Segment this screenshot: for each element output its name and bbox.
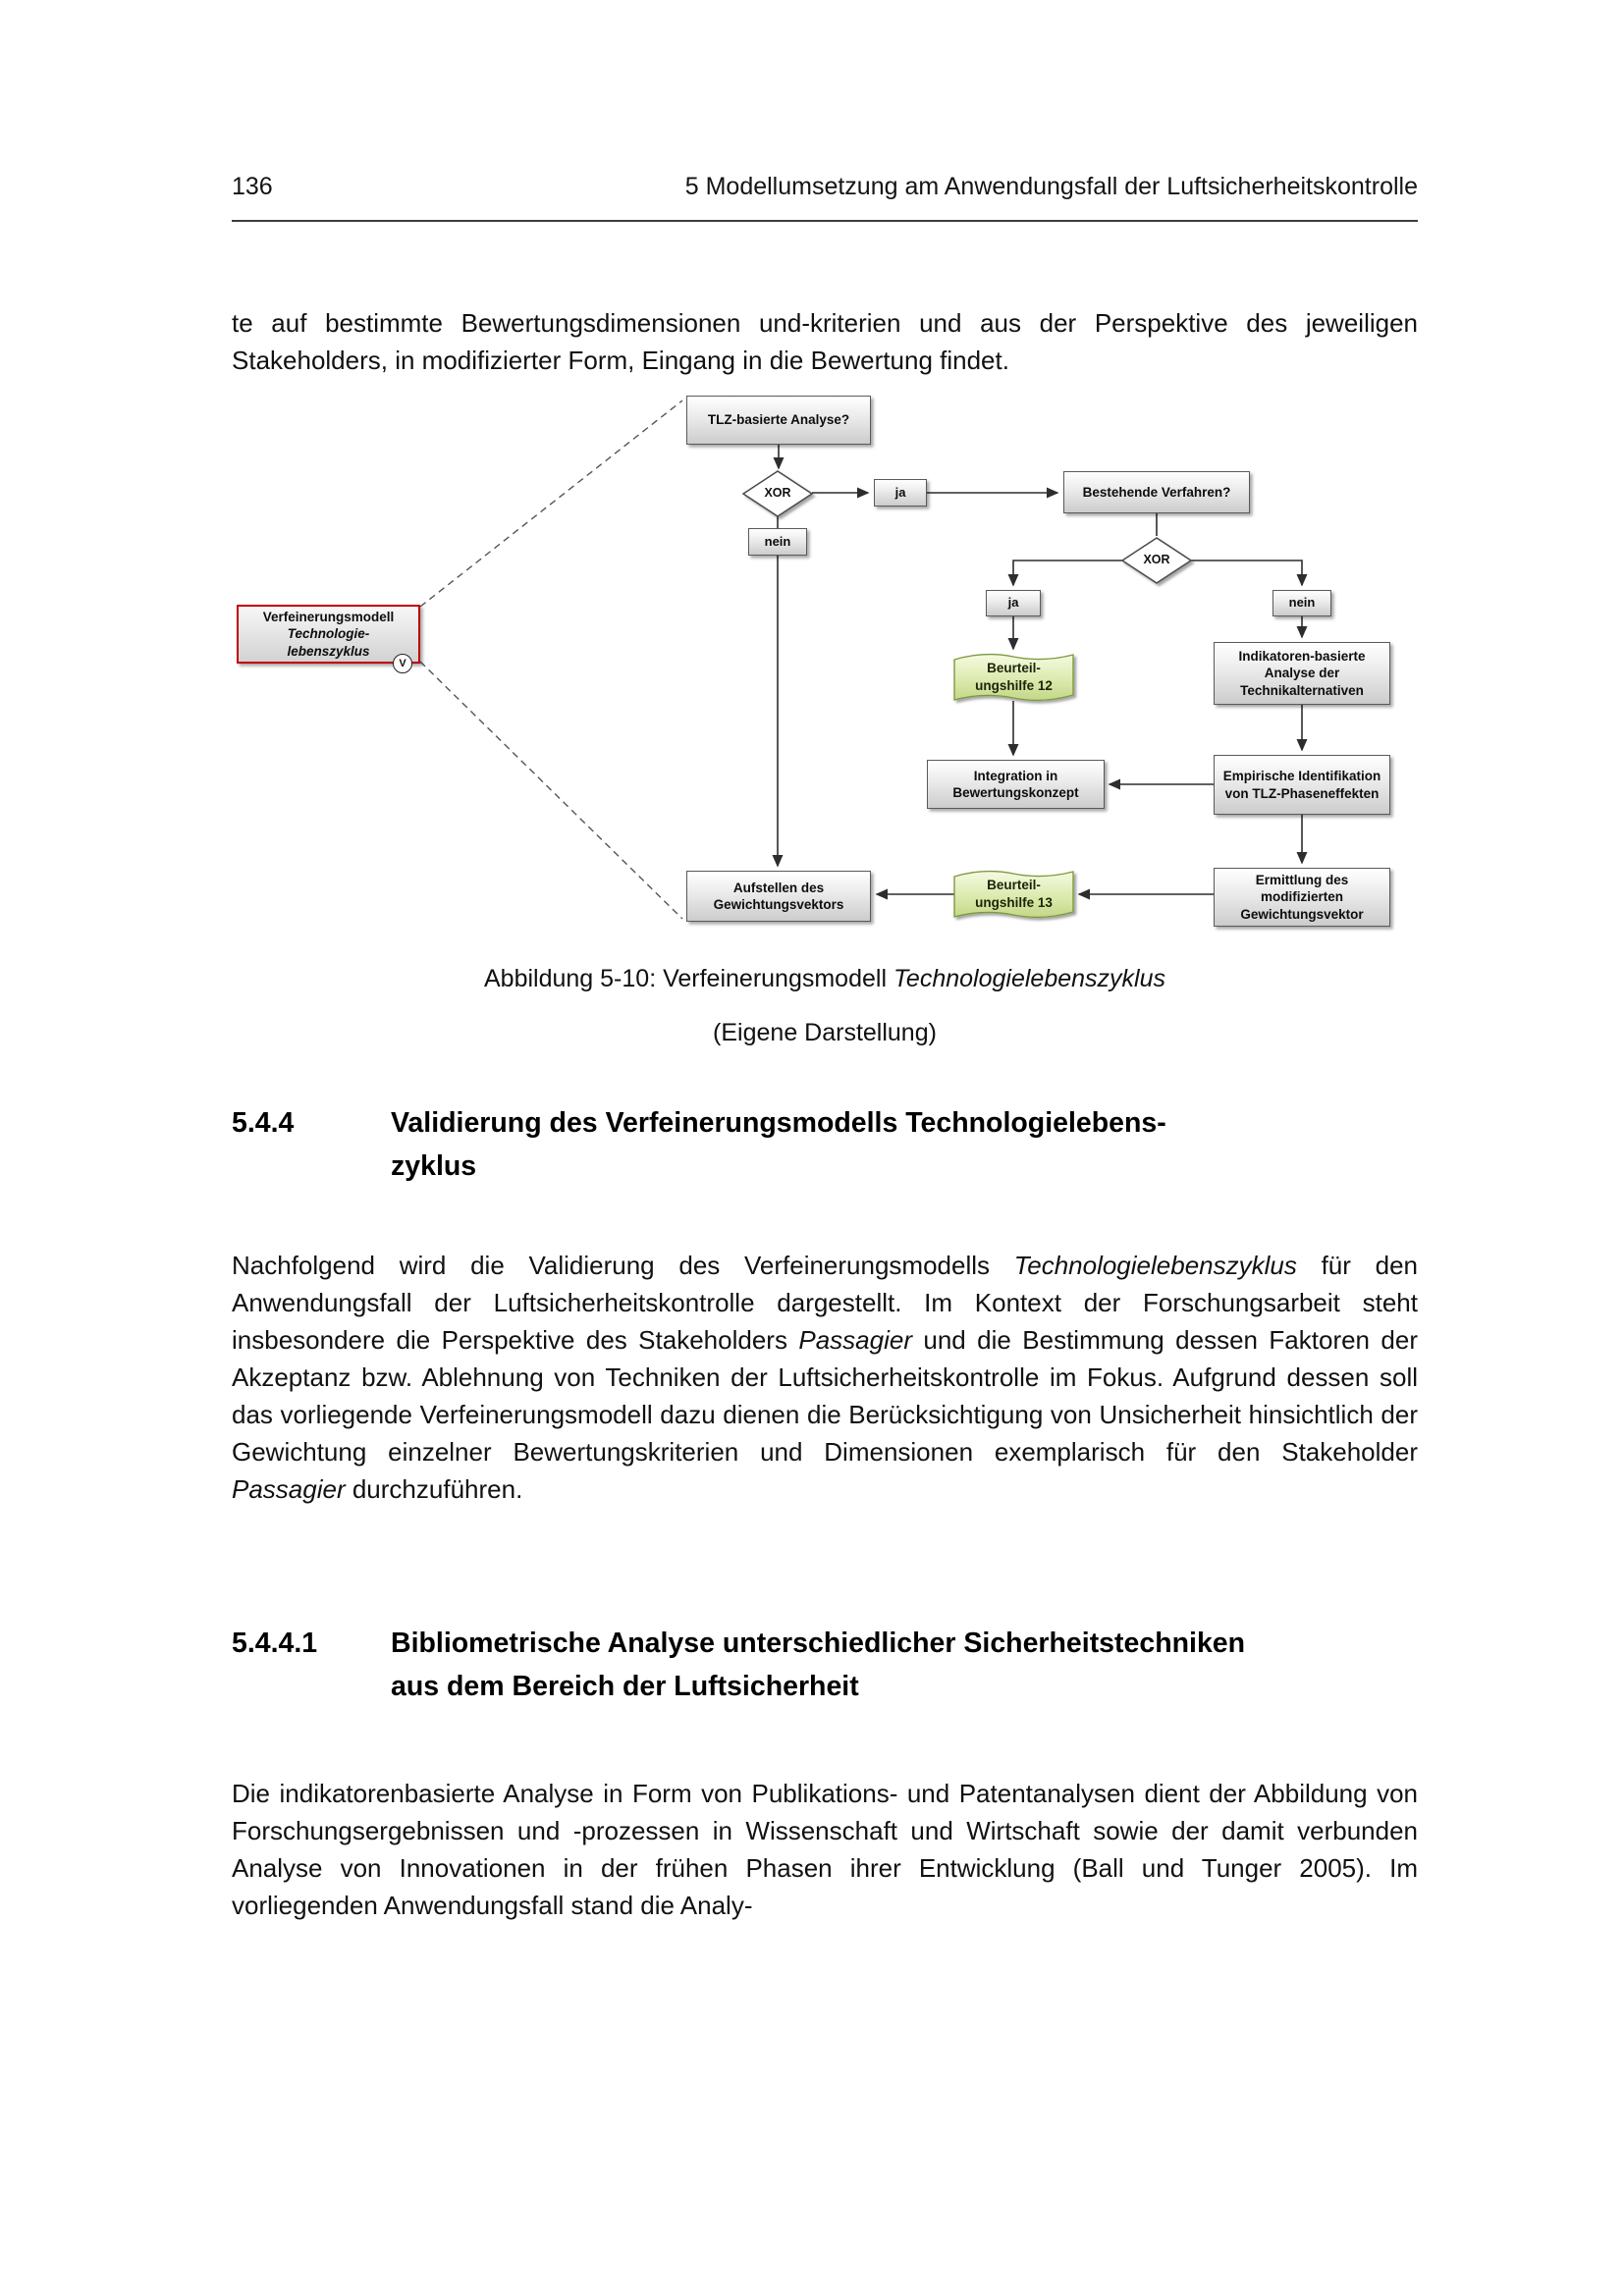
validierung-paragraph: Nachfolgend wird die Validierung des Verfeinerungsmodells Technologielebenszyklus für den Anwendungsfall der Luftsicherheitskontrolle dargestellt. Im Kontext der Forschungsarbeit steht insbesondere die Perspektive des Stakeholders Passagier und die Bestimmung dessen Faktoren der Akzeptanz bzw. Ablehnung von Techniken der Luftsicherheitskontrolle im Fokus. Aufgrund dessen soll das vorliegende Verfeinerungsmodell dazu dienen die Berücksichtigung von Unsicherheit hinsichtlich der Gewichtung einzelner Bewertungskriterien und Dimensionen exemplarisch für den Stakeholder Passagier durchzuführen.	[232, 1251, 1419, 1504]
node-nein-2: nein	[1272, 590, 1331, 616]
node-empirische-identifikation: Empirische Identifikation von TLZ-Phaseneffekten	[1214, 755, 1390, 815]
node-verfeinerungsmodell	[237, 605, 420, 664]
model-subtitle-2: lebenszyklus	[287, 643, 370, 659]
model-title: Verfeinerungsmodell	[262, 609, 395, 624]
running-title: 5 Modellumsetzung am Anwendungsfall der Luftsicherheitskontrolle	[684, 173, 1418, 200]
node-aufstellen-gewichtungsvektor: Aufstellen des Gewichtungsvektors	[686, 871, 871, 922]
subsection-number: 5.4.4.1	[232, 1628, 318, 1659]
section-title: Validierung des Verfeinerungsmodells Technologielebens- zyklus	[391, 1107, 1166, 1182]
subsection-title: Bibliometrische Analyse unterschiedlicher Sicherheitstechniken aus dem Bereich der Luftsicherheit	[391, 1628, 1246, 1702]
node-nein-1: nein	[748, 528, 807, 556]
node-beurteilungshilfe-13: Beurteil- ungshilfe 13	[975, 878, 1053, 910]
header-rule	[232, 220, 1418, 222]
node-bestehende-verfahren: Bestehende Verfahren?	[1063, 471, 1250, 513]
dashed-line-top	[420, 400, 682, 607]
model-version-badge: V	[393, 654, 412, 673]
section-heading-5-4-4	[232, 1101, 1418, 1188]
section-number: 5.4.4	[232, 1107, 295, 1139]
node-integration-bewertungskonzept: Integration in Bewertungskonzept	[927, 760, 1105, 809]
intro-paragraph: te auf bestimmte Bewertungsdimensionen und-kriterien und aus der Perspektive des jeweiligen Stakeholders, in modifizierter Form, Eingang in die Bewertung findet.	[232, 308, 1418, 375]
connector-xor2-to-nein2	[1189, 561, 1302, 585]
node-beurteilungshilfe-12: Beurteil- ungshilfe 12	[975, 661, 1053, 693]
bibliometrie-paragraph: Die indikatorenbasierte Analyse in Form von Publikations- und Patentanalysen dient der Abbildung von Forschungsergebnissen und -prozessen in Wissenschaft und Wirtschaft sowie der damit verbunden Analyse von Innovationen in der frühen Phasen ihrer Entwicklung (Ball und Tunger 2005). Im vorliegenden Anwendungsfall stand die Analy-	[232, 1779, 1418, 1920]
section-heading-5-4-4-1	[232, 1622, 1418, 1708]
xor-label-1: XOR	[764, 486, 791, 500]
model-subtitle-1: Technologie-	[287, 626, 370, 642]
node-ja-1: ja	[874, 479, 927, 507]
dashed-line-bottom	[420, 662, 682, 919]
figure-caption: Abbildung 5-10: Verfeinerungsmodell Technologielebenszyklus	[484, 965, 1165, 992]
model-expansion-dashed-lines	[420, 400, 682, 919]
figure-caption-source: (Eigene Darstellung)	[713, 1019, 937, 1046]
node-ermittlung-gewichtungsvektor: Ermittlung des modifizierten Gewichtungsvektor	[1214, 868, 1390, 927]
node-ja-2: ja	[986, 590, 1041, 616]
connector-xor2-to-ja2	[1013, 561, 1124, 585]
figure-5-10-flowchart	[229, 391, 1422, 948]
page-header	[232, 173, 1418, 201]
page-number: 136	[232, 173, 273, 200]
node-tlz-basierte-analyse: TLZ-basierte Analyse?	[686, 396, 871, 445]
node-indikatoren-analyse: Indikatoren-basierte Analyse der Technikalternativen	[1214, 642, 1390, 705]
xor-label-2: XOR	[1143, 553, 1170, 566]
